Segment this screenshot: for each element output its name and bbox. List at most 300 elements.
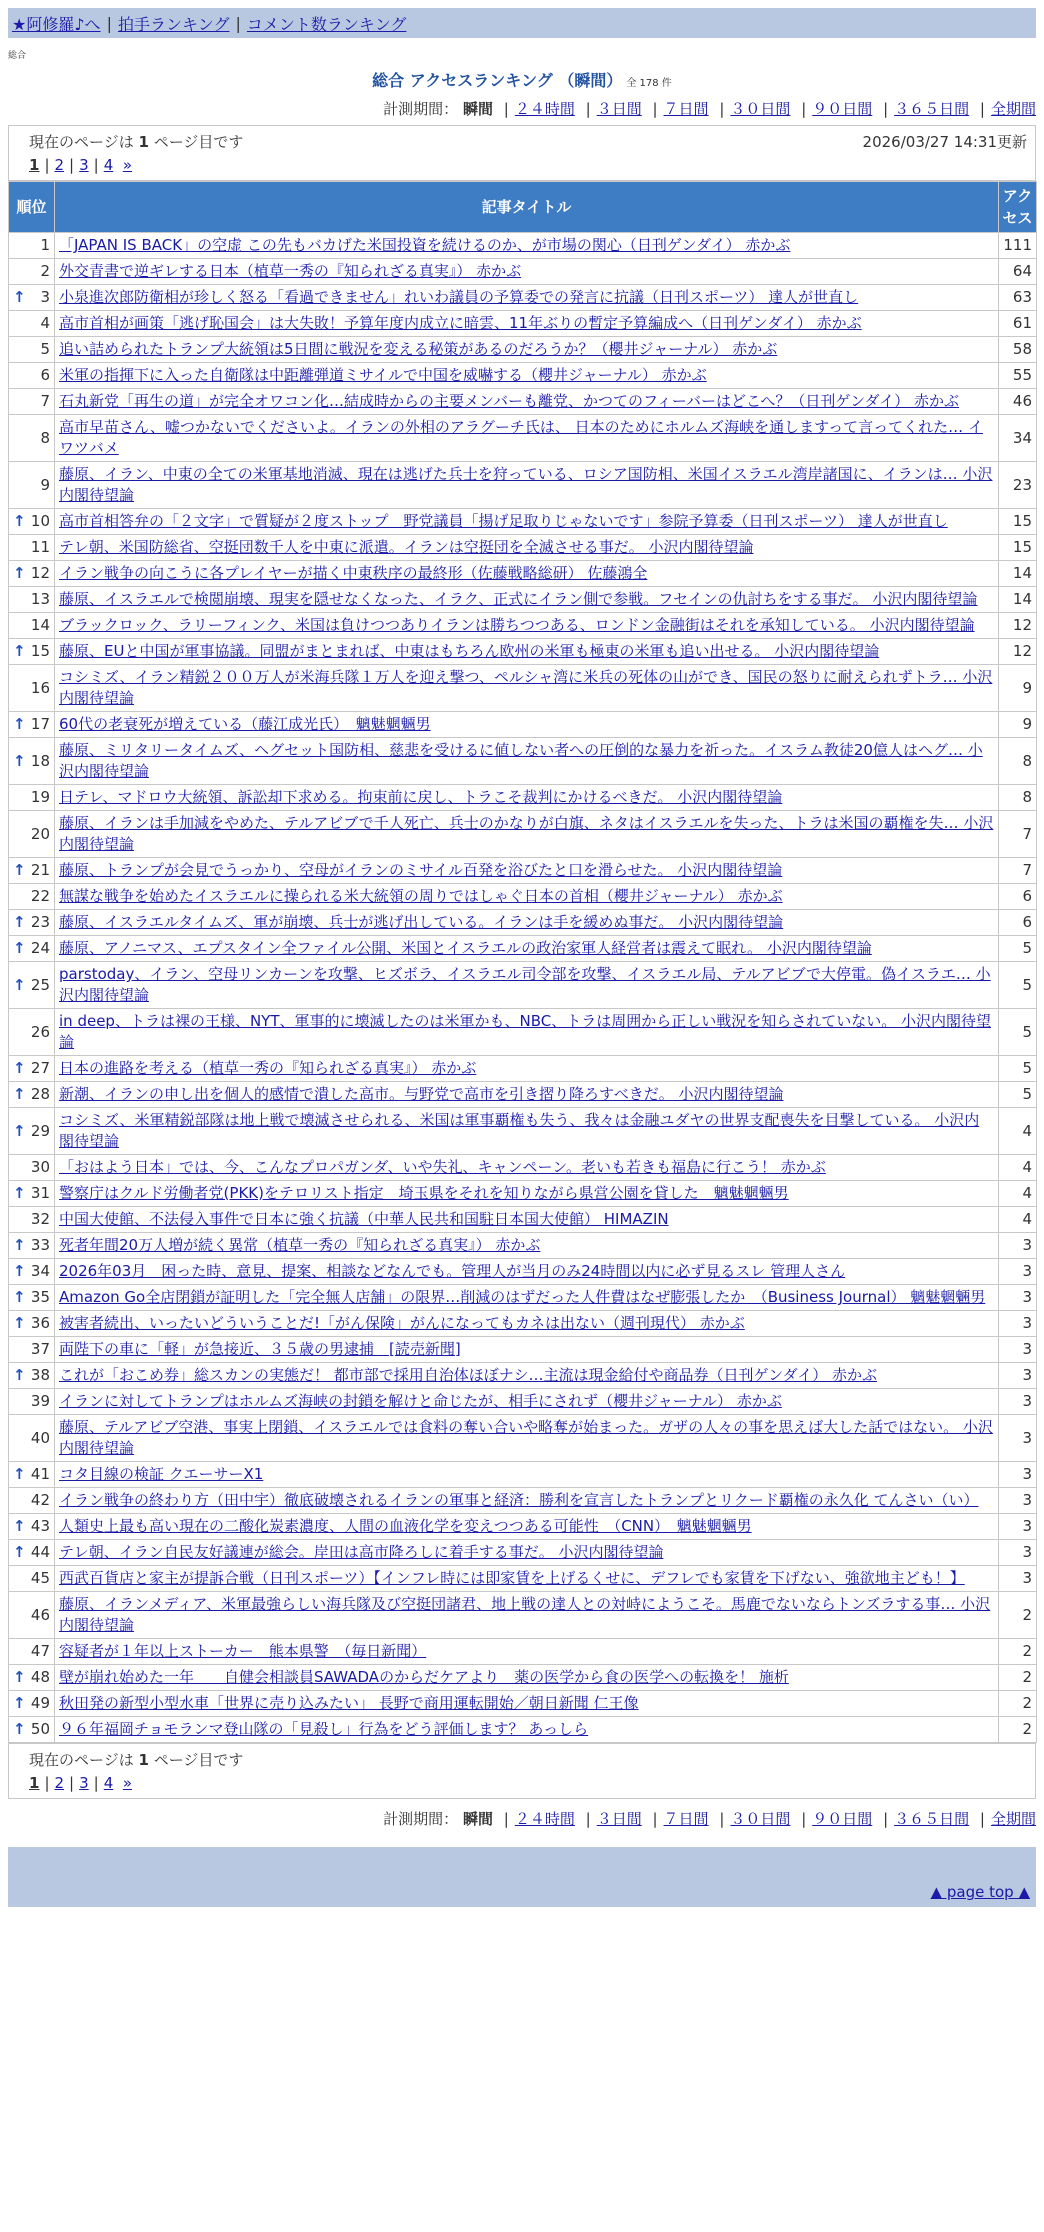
category-label: 総合 bbox=[8, 51, 27, 61]
rank-cell bbox=[9, 785, 55, 811]
article-link[interactable]: 日テレ、マドロウ大統領、訴訟却下求める。拘束前に戻し、トラこそ裁判にかけるべきだ。 小沢内閣待望論 bbox=[59, 788, 783, 806]
page-title bbox=[0, 68, 1044, 91]
title-cell bbox=[55, 1691, 999, 1717]
period-365d[interactable]: ３６５日間 bbox=[894, 1810, 970, 1828]
rank-number: 7 bbox=[40, 392, 50, 410]
rank-up-arrow-icon: ↑ bbox=[13, 1543, 26, 1561]
table-row bbox=[9, 1363, 1037, 1389]
access-count: 3 bbox=[999, 1514, 1037, 1540]
access-count: 5 bbox=[999, 1009, 1037, 1056]
rank-cell bbox=[9, 1566, 55, 1592]
article-link[interactable]: コシミズ、イラン精鋭２００万人が米海兵隊１万人を迎え撃つ、ペルシャ湾に米兵の死体の山ができ、国民の怒りに耐えられずトラ… 小沢内閣待望論 bbox=[59, 668, 993, 707]
page-2-link[interactable]: 2 bbox=[54, 156, 65, 174]
article-link[interactable]: 警察庁はクルド労働者党(PKK)をテロリスト指定 埼玉県をそれを知りながら県営公園を貸した 魑魅魍魎男 bbox=[59, 1184, 789, 1202]
table-row bbox=[9, 1337, 1037, 1363]
table-row bbox=[9, 1155, 1037, 1181]
access-count: 46 bbox=[999, 389, 1037, 415]
title-cell bbox=[55, 1488, 999, 1514]
rank-cell bbox=[9, 936, 55, 962]
period-all[interactable]: 全期間 bbox=[990, 1810, 1036, 1828]
rank-number: 20 bbox=[30, 824, 50, 843]
table-row bbox=[9, 1691, 1037, 1717]
period-24h[interactable]: ２４時間 bbox=[514, 100, 575, 118]
table-row bbox=[9, 337, 1037, 363]
article-link[interactable]: 外交青書で逆ギレする日本（植草一秀の『知られざる真実』） 赤かぶ bbox=[59, 262, 522, 280]
article-link[interactable]: 2026年03月 困った時、意見、提案、相談などなんでも。管理人が当月のみ24時間以内に必ず見るスレ 管理人さん bbox=[59, 1262, 846, 1280]
total-count: 全 178 件 bbox=[626, 78, 672, 89]
page-1: 1 bbox=[29, 156, 40, 174]
table-row bbox=[9, 1233, 1037, 1259]
access-count: 3 bbox=[999, 1337, 1037, 1363]
title-cell bbox=[55, 1056, 999, 1082]
access-count: 3 bbox=[999, 1389, 1037, 1415]
article-link[interactable]: 高市首相答弁の「２文字」で質疑が２度ストップ 野党議員「揚げ足取りじゃないです」参院予算委（日刊スポーツ） 達人が世直し bbox=[59, 512, 948, 530]
rank-up-arrow-icon: ↑ bbox=[13, 1121, 26, 1140]
access-count: 111 bbox=[999, 233, 1037, 259]
table-row bbox=[9, 535, 1037, 561]
table-row bbox=[9, 233, 1037, 259]
article-link[interactable]: 高市早苗さん、嘘つかないでくださいよ。イランの外相のアラグーチ氏は、 日本のためにホルムズ海峡を通しますって言ってくれた… イワツバメ bbox=[59, 418, 983, 457]
article-link[interactable]: 藤原、イスラエルタイムズ、軍が崩壊、兵士が逃げ出している。イランは手を緩めぬ事だ。 小沢内閣待望論 bbox=[59, 913, 784, 931]
page-status: 現在のページは 1 ページ目です bbox=[29, 1751, 244, 1769]
rank-number: 46 bbox=[30, 1605, 50, 1624]
title-cell bbox=[55, 337, 999, 363]
access-count: 5 bbox=[999, 936, 1037, 962]
period-30d[interactable]: ３０日間 bbox=[730, 1810, 791, 1828]
article-link[interactable]: 藤原、トランプが会見でうっかり、空母がイランのミサイル百発を浴びたと口を滑らせた。 小沢内閣待望論 bbox=[59, 861, 783, 879]
article-link[interactable]: in deep、トラは裸の王様、NYT、軍事的に壊滅したのは米軍かも、NBC、トラは周囲から正しい戦況を知らされていない。 小沢内閣待望論 bbox=[59, 1012, 991, 1051]
rank-up-arrow-icon: ↑ bbox=[13, 288, 26, 306]
title-cell bbox=[55, 462, 999, 509]
article-link[interactable]: 秋田発の新型小型水車「世界に売り込みたい」 長野で商用運転開始／朝日新聞 仁王像 bbox=[59, 1694, 639, 1712]
page-2-link[interactable]: 2 bbox=[54, 1774, 65, 1792]
rank-up-arrow-icon: ↑ bbox=[13, 1262, 26, 1280]
title-cell bbox=[55, 1207, 999, 1233]
period-24h[interactable]: ２４時間 bbox=[514, 1810, 575, 1828]
rank-number: 38 bbox=[30, 1366, 50, 1384]
title-cell bbox=[55, 665, 999, 712]
access-count: 58 bbox=[999, 337, 1037, 363]
rank-cell bbox=[9, 1514, 55, 1540]
next-page-link[interactable]: » bbox=[122, 156, 132, 174]
rank-number: 49 bbox=[30, 1694, 50, 1712]
table-row bbox=[9, 1639, 1037, 1665]
title-cell bbox=[55, 1311, 999, 1337]
title-cell bbox=[55, 910, 999, 936]
col-rank-header: 順位 bbox=[9, 182, 55, 233]
rank-number: 26 bbox=[30, 1022, 50, 1041]
rank-cell bbox=[9, 712, 55, 738]
rank-up-arrow-icon: ↑ bbox=[13, 715, 26, 733]
rank-number: 13 bbox=[30, 590, 50, 608]
article-link[interactable]: 西武百貨店と家主が提訴合戦（日刊スポーツ）【インフレ時には即家賃を上げるくせに、デフレでも家賃を下げない、強欲地主ども！】 bbox=[59, 1569, 965, 1587]
home-link[interactable]: ★阿修羅♪へ bbox=[12, 14, 101, 34]
article-link[interactable]: コタ目線の検証 クエーサーX1 bbox=[59, 1465, 264, 1483]
article-link[interactable]: 中国大使館、不法侵入事件で日本に強く抗議（中華人民共和国駐日本国大使館） HIMAZIN bbox=[59, 1210, 669, 1228]
title-cell bbox=[55, 587, 999, 613]
table-row bbox=[9, 712, 1037, 738]
rank-cell bbox=[9, 259, 55, 285]
period-3d[interactable]: ３日間 bbox=[596, 100, 642, 118]
access-count: 3 bbox=[999, 1259, 1037, 1285]
rank-cell bbox=[9, 535, 55, 561]
access-count: 34 bbox=[999, 415, 1037, 462]
period-30d[interactable]: ３０日間 bbox=[730, 100, 791, 118]
title-cell bbox=[55, 535, 999, 561]
access-count: 2 bbox=[999, 1665, 1037, 1691]
article-link[interactable]: Amazon Go全店閉鎖が証明した「完全無人店舗」の限界…削減のはずだった人件費はなぜ膨張したか （Business Journal） 魑魅魍魎男 bbox=[59, 1288, 986, 1306]
period-90d[interactable]: ９０日間 bbox=[812, 100, 873, 118]
access-count: 14 bbox=[999, 561, 1037, 587]
updated-time: 2026/03/27 14:31更新 bbox=[862, 133, 1027, 151]
page-status: 現在のページは 1 ページ目です bbox=[29, 133, 244, 151]
title-cell bbox=[55, 1665, 999, 1691]
article-link[interactable]: 石丸新党「再生の道」が完全オワコン化…結成時からの主要メンバーも離党、かつてのフィーバーはどこへ？（日刊ゲンダイ） 赤かぶ bbox=[59, 392, 959, 410]
title-cell bbox=[55, 1566, 999, 1592]
article-link[interactable]: 米軍の指揮下に入った自衛隊は中距離弾道ミサイルで中国を威嚇する（櫻井ジャーナル） 赤かぶ bbox=[59, 366, 707, 384]
rank-number: 6 bbox=[40, 366, 50, 384]
article-link[interactable]: 藤原、EUと中国が軍事協議。同盟がまとまれば、中東はもちろん欧州の米軍も極東の米軍も追い出せる。 小沢内閣待望論 bbox=[59, 642, 880, 660]
table-row bbox=[9, 1009, 1037, 1056]
rank-up-arrow-icon: ↑ bbox=[13, 939, 26, 957]
next-page-link[interactable]: » bbox=[122, 1774, 132, 1792]
access-count: 6 bbox=[999, 910, 1037, 936]
article-link[interactable]: テレ朝、イラン自民友好議連が総会。岸田は高市降ろしに着手する事だ。 小沢内閣待望論 bbox=[59, 1543, 664, 1561]
title-cell bbox=[55, 858, 999, 884]
rank-number: 1 bbox=[40, 236, 50, 254]
access-count: 23 bbox=[999, 462, 1037, 509]
rank-up-arrow-icon: ↑ bbox=[13, 975, 26, 994]
period-365d[interactable]: ３６５日間 bbox=[894, 100, 970, 118]
table-row bbox=[9, 613, 1037, 639]
rank-cell bbox=[9, 1540, 55, 1566]
article-link[interactable]: ９６年福岡チョモランマ登山隊の「見殺し」行為をどう評価します？ あっしら bbox=[59, 1720, 589, 1738]
access-count: 3 bbox=[999, 1311, 1037, 1337]
title-cell bbox=[55, 1415, 999, 1462]
title-cell bbox=[55, 1514, 999, 1540]
rank-number: 12 bbox=[30, 564, 50, 582]
access-count: 4 bbox=[999, 1155, 1037, 1181]
period-current: 瞬間 bbox=[462, 1810, 493, 1828]
access-count: 12 bbox=[999, 613, 1037, 639]
rank-cell bbox=[9, 1389, 55, 1415]
table-row bbox=[9, 1566, 1037, 1592]
rank-up-arrow-icon: ↑ bbox=[13, 861, 26, 879]
rank-number: 39 bbox=[30, 1392, 50, 1410]
table-row bbox=[9, 1592, 1037, 1639]
rank-number: 18 bbox=[30, 751, 50, 770]
access-count: 5 bbox=[999, 1082, 1037, 1108]
access-count: 2 bbox=[999, 1592, 1037, 1639]
rank-cell bbox=[9, 1639, 55, 1665]
col-title-header: 記事タイトル bbox=[55, 182, 999, 233]
rank-number: 32 bbox=[30, 1210, 50, 1228]
rank-up-arrow-icon: ↑ bbox=[13, 1465, 26, 1483]
rank-cell bbox=[9, 1337, 55, 1363]
rank-number: 23 bbox=[30, 913, 50, 931]
title-cell bbox=[55, 1717, 999, 1743]
access-count: 3 bbox=[999, 1462, 1037, 1488]
rank-cell bbox=[9, 233, 55, 259]
table-row bbox=[9, 1717, 1037, 1743]
bottom-bar bbox=[8, 1847, 1036, 1877]
page-4-link[interactable]: 4 bbox=[103, 1774, 114, 1792]
rank-cell bbox=[9, 337, 55, 363]
rank-number: 45 bbox=[30, 1569, 50, 1587]
rank-number: 33 bbox=[30, 1236, 50, 1254]
title-cell bbox=[55, 1363, 999, 1389]
access-count: 61 bbox=[999, 311, 1037, 337]
access-count: 3 bbox=[999, 1285, 1037, 1311]
article-link[interactable]: 容疑者が１年以上ストーカー 熊本県警 （毎日新聞） bbox=[59, 1642, 427, 1660]
access-count: 7 bbox=[999, 811, 1037, 858]
access-count: 4 bbox=[999, 1108, 1037, 1155]
rank-cell bbox=[9, 613, 55, 639]
rank-number: 35 bbox=[30, 1288, 50, 1306]
rank-cell bbox=[9, 1207, 55, 1233]
rank-cell bbox=[9, 1592, 55, 1639]
access-count: 4 bbox=[999, 1181, 1037, 1207]
access-count: 3 bbox=[999, 1363, 1037, 1389]
article-link[interactable]: 死者年間20万人増が続く異常（植草一秀の『知られざる真実』） 赤かぶ bbox=[59, 1236, 541, 1254]
col-access-header: アクセス bbox=[999, 182, 1037, 233]
article-link[interactable]: 藤原、テルアビブ空港、事実上閉鎖、イスラエルでは食料の奪い合いや略奪が始まった。ガザの人々の事を思えば大した話ではない。 小沢内閣待望論 bbox=[59, 1418, 993, 1457]
title-cell bbox=[55, 712, 999, 738]
article-link[interactable]: 壁が崩れ始めた一年 自健会相談員SAWADAのからだケアより 薬の医学から食の医学への転換を！ 施析 bbox=[59, 1668, 789, 1686]
nav-separator: | bbox=[106, 13, 112, 33]
access-count: 9 bbox=[999, 665, 1037, 712]
page-3-link[interactable]: 3 bbox=[79, 156, 89, 174]
page-3-link[interactable]: 3 bbox=[79, 1774, 89, 1792]
rank-cell bbox=[9, 884, 55, 910]
rank-number: 42 bbox=[30, 1491, 50, 1509]
rank-cell bbox=[9, 1717, 55, 1743]
rank-up-arrow-icon: ↑ bbox=[13, 1184, 26, 1202]
rank-up-arrow-icon: ↑ bbox=[13, 1314, 26, 1332]
rank-number: 11 bbox=[30, 538, 50, 556]
article-link[interactable]: 高市首相が画策「逃げ恥国会」は大失敗！予算年度内成立に暗雲、11年ぶりの暫定予算編成へ（日刊ゲンダイ） 赤かぶ bbox=[59, 314, 862, 332]
table-row bbox=[9, 1488, 1037, 1514]
title-cell bbox=[55, 233, 999, 259]
ranking-rows bbox=[9, 233, 1037, 1743]
period-label: 計測期間： bbox=[383, 1810, 459, 1828]
rank-number: 43 bbox=[30, 1517, 50, 1535]
article-link[interactable]: 人類史上最も高い現在の二酸化炭素濃度、人間の血液化学を変えつつある可能性 （CNN） 魑魅魍魎男 bbox=[59, 1517, 752, 1535]
period-label: 計測期間： bbox=[383, 100, 459, 118]
rank-cell bbox=[9, 587, 55, 613]
rank-number: 2 bbox=[40, 262, 50, 280]
title-cell bbox=[55, 1155, 999, 1181]
title-cell bbox=[55, 1337, 999, 1363]
comment-ranking-link[interactable]: コメント数ランキング bbox=[246, 14, 407, 34]
rank-number: 4 bbox=[40, 314, 50, 332]
rank-cell bbox=[9, 858, 55, 884]
article-link[interactable]: parstoday、イラン、空母リンカーンを攻撃、ヒズボラ、イスラエル司令部を攻撃、イスラエル局、テルアビブで大停電。偽イスラエ… 小沢内閣待望論 bbox=[59, 965, 991, 1004]
access-count: 6 bbox=[999, 884, 1037, 910]
access-count: 55 bbox=[999, 363, 1037, 389]
title-cell bbox=[55, 1285, 999, 1311]
rank-number: 8 bbox=[40, 428, 50, 447]
title-cell bbox=[55, 962, 999, 1009]
rank-up-arrow-icon: ↑ bbox=[13, 1668, 26, 1686]
title-cell bbox=[55, 1181, 999, 1207]
rank-cell bbox=[9, 811, 55, 858]
rank-up-arrow-icon: ↑ bbox=[13, 642, 26, 660]
rank-cell bbox=[9, 389, 55, 415]
rank-cell bbox=[9, 1363, 55, 1389]
rank-number: 34 bbox=[30, 1262, 50, 1280]
rank-up-arrow-icon: ↑ bbox=[13, 751, 26, 770]
article-link[interactable]: コシミズ、米軍精鋭部隊は地上戦で壊滅させられる、米国は軍事覇権も失う、我々は金融ユダヤの世界支配喪失を目撃している。 小沢内閣待望論 bbox=[59, 1111, 980, 1150]
rank-number: 31 bbox=[30, 1184, 50, 1202]
article-link[interactable]: 「JAPAN IS BACK」の空虚 この先もバカげた米国投資を続けるのか、が市場の関心（日刊ゲンダイ） 赤かぶ bbox=[59, 236, 791, 254]
table-row bbox=[9, 462, 1037, 509]
rank-cell bbox=[9, 1488, 55, 1514]
rank-cell bbox=[9, 1181, 55, 1207]
article-link[interactable]: ブラックロック、ラリーフィンク、米国は負けつつありイランは勝ちつつある、ロンドン金融街はそれを承知している。 小沢内閣待望論 bbox=[59, 616, 975, 634]
table-row bbox=[9, 285, 1037, 311]
rank-up-arrow-icon: ↑ bbox=[13, 1236, 26, 1254]
title-cell bbox=[55, 785, 999, 811]
clap-ranking-link[interactable]: 拍手ランキング bbox=[117, 14, 230, 34]
article-link[interactable]: イラン戦争の向こうに各プレイヤーが描く中東秩序の最終形（佐藤戦略総研） 佐藤鴻全 bbox=[59, 564, 648, 582]
table-row bbox=[9, 1514, 1037, 1540]
rank-up-arrow-icon: ↑ bbox=[13, 1366, 26, 1384]
access-count: 63 bbox=[999, 285, 1037, 311]
page-top-link[interactable]: ▲ page top ▲ bbox=[930, 1883, 1030, 1901]
access-count: 15 bbox=[999, 509, 1037, 535]
access-count: 64 bbox=[999, 259, 1037, 285]
title-cell bbox=[55, 1389, 999, 1415]
access-count: 14 bbox=[999, 587, 1037, 613]
table-row bbox=[9, 509, 1037, 535]
article-link[interactable]: イランに対してトランプはホルムズ海峡の封鎖を解けと命じたが、相手にされず（櫻井ジャーナル） 赤かぶ bbox=[59, 1392, 782, 1410]
rank-number: 37 bbox=[30, 1340, 50, 1358]
rank-number: 5 bbox=[40, 340, 50, 358]
access-count: 15 bbox=[999, 535, 1037, 561]
article-link[interactable]: これが「おこめ券」総スカンの実態だ！ 都市部で採用自治体ほぼナシ…主流は現金給付や商品券（日刊ゲンダイ） 赤かぶ bbox=[59, 1366, 878, 1384]
article-link[interactable]: 藤原、イスラエルで検閲崩壊、現実を隠せなくなった、イラク、正式にイラン側で参戦。フセインの仇討ちをする事だ。 小沢内閣待望論 bbox=[59, 590, 978, 608]
rank-cell bbox=[9, 1311, 55, 1337]
table-row bbox=[9, 910, 1037, 936]
rank-cell bbox=[9, 1009, 55, 1056]
title-cell bbox=[55, 884, 999, 910]
rank-up-arrow-icon: ↑ bbox=[13, 1085, 26, 1103]
rank-number: 19 bbox=[30, 788, 50, 806]
access-count: 5 bbox=[999, 962, 1037, 1009]
table-row bbox=[9, 1108, 1037, 1155]
access-count: 4 bbox=[999, 1207, 1037, 1233]
access-count: 3 bbox=[999, 1233, 1037, 1259]
access-count: 3 bbox=[999, 1488, 1037, 1514]
article-link[interactable]: 日本の進路を考える（植草一秀の『知られざる真実』） 赤かぶ bbox=[59, 1059, 477, 1077]
title-cell bbox=[55, 285, 999, 311]
title-cell bbox=[55, 561, 999, 587]
rank-cell bbox=[9, 1056, 55, 1082]
article-link[interactable]: 無謀な戦争を始めたイスラエルに操られる米大統領の周りではしゃぐ日本の首相（櫻井ジャーナル） 赤かぶ bbox=[59, 887, 783, 905]
title-cell bbox=[55, 389, 999, 415]
table-row bbox=[9, 363, 1037, 389]
rank-cell bbox=[9, 462, 55, 509]
period-7d[interactable]: ７日間 bbox=[663, 1810, 709, 1828]
article-link[interactable]: 両陛下の車に「軽」が急接近、３５歳の男逮捕 [読売新聞] bbox=[59, 1340, 461, 1358]
access-count: 2 bbox=[999, 1639, 1037, 1665]
article-link[interactable]: 藤原、イランメディア、米軍最強らしい海兵隊及び空挺団諸君、地上戦の達人との対峙にようこそ。馬鹿でないならトンズラする事… 小沢内閣待望論 bbox=[59, 1595, 991, 1634]
rank-number: 47 bbox=[30, 1642, 50, 1660]
table-row bbox=[9, 665, 1037, 712]
rank-number: 44 bbox=[30, 1543, 50, 1561]
table-row bbox=[9, 259, 1037, 285]
rank-cell bbox=[9, 1285, 55, 1311]
article-link[interactable]: 小泉進次郎防衛相が珍しく怒る「看過できません」れいわ議員の予算委での発言に抗議（日刊スポーツ） 達人が世直し bbox=[59, 288, 859, 306]
title-cell bbox=[55, 613, 999, 639]
rank-cell bbox=[9, 1233, 55, 1259]
access-count: 7 bbox=[999, 858, 1037, 884]
table-row bbox=[9, 639, 1037, 665]
table-row bbox=[9, 962, 1037, 1009]
page-4-link[interactable]: 4 bbox=[103, 156, 114, 174]
rank-up-arrow-icon: ↑ bbox=[13, 1517, 26, 1535]
rank-cell bbox=[9, 738, 55, 785]
title-cell bbox=[55, 811, 999, 858]
title-cell bbox=[55, 738, 999, 785]
table-row bbox=[9, 738, 1037, 785]
pager-bottom: 現在のページは 1 ページ目です 1 | 2 | 3 | 4 » bbox=[8, 1743, 1036, 1799]
access-count: 8 bbox=[999, 738, 1037, 785]
rank-cell bbox=[9, 1691, 55, 1717]
article-link[interactable]: 被害者続出、いったいどういうことだ!「がん保険」がんになってもカネは出ない（週刊現代） 赤かぶ bbox=[59, 1314, 745, 1332]
article-link[interactable]: 藤原、イランは手加減をやめた、テルアビブで千人死亡、兵士のかなりが白旗、ネタはイスラエルを失った、トラは米国の覇権を失… 小沢内閣待望論 bbox=[59, 814, 994, 853]
rank-number: 17 bbox=[30, 715, 50, 733]
article-link[interactable]: 追い詰められたトランプ大統領は5日間に戦況を変える秘策があるのだろうか？（櫻井ジャーナル） 赤かぶ bbox=[59, 340, 778, 358]
period-all[interactable]: 全期間 bbox=[990, 100, 1036, 118]
access-count: 8 bbox=[999, 785, 1037, 811]
article-link[interactable]: テレ朝、米国防総省、空挺団数千人を中東に派遣。イランは空挺団を全滅させる事だ。 小沢内閣待望論 bbox=[59, 538, 754, 556]
rank-number: 30 bbox=[30, 1158, 50, 1176]
article-link[interactable]: 藤原、ミリタリータイムズ、ヘグセット国防相、慈悲を受けるに値しない者への圧倒的な暴力を祈った。イスラム教徒20億人はヘグ… 小沢内閣待望論 bbox=[59, 741, 983, 780]
access-count: 2 bbox=[999, 1717, 1037, 1743]
article-link[interactable]: 藤原、アノニマス、エプスタイン全ファイル公開、米国とイスラエルの政治家軍人経営者は震えて眠れ。 小沢内閣待望論 bbox=[59, 939, 872, 957]
rank-up-arrow-icon: ↑ bbox=[13, 1720, 26, 1738]
table-row bbox=[9, 1540, 1037, 1566]
table-row bbox=[9, 884, 1037, 910]
rank-cell bbox=[9, 639, 55, 665]
period-7d[interactable]: ７日間 bbox=[663, 100, 709, 118]
period-3d[interactable]: ３日間 bbox=[596, 1810, 642, 1828]
table-row bbox=[9, 311, 1037, 337]
article-link[interactable]: イラン戦争の終わり方（田中宇）徹底破壊されるイランの軍事と経済：勝利を宣言したトランプとリクード覇権の永久化 てんさい（い） bbox=[59, 1491, 979, 1509]
title-cell bbox=[55, 1082, 999, 1108]
rank-number: 14 bbox=[30, 616, 50, 634]
rank-up-arrow-icon: ↑ bbox=[13, 1059, 26, 1077]
article-link[interactable]: 「おはよう日本」では、今、こんなプロパガンダ、いや失礼、キャンペーン。老いも若きも福島に行こう！ 赤かぶ bbox=[59, 1158, 826, 1176]
top-nav-bar bbox=[8, 8, 1036, 38]
article-link[interactable]: 60代の老衰死が増えている（藤江成光氏） 魑魅魍魎男 bbox=[59, 715, 431, 733]
title-cell bbox=[55, 936, 999, 962]
rank-cell bbox=[9, 1415, 55, 1462]
table-row bbox=[9, 1415, 1037, 1462]
article-link[interactable]: 新潮、イランの申し出を個人的感情で潰した高市。与野党で高市を引き摺り降ろすべきだ。 小沢内閣待望論 bbox=[59, 1085, 784, 1103]
article-link[interactable]: 藤原、イラン、中東の全ての米軍基地消滅、現在は逃げた兵士を狩っている、ロシア国防相、米国イスラエル湾岸諸国に、イランは… 小沢内閣待望論 bbox=[59, 465, 993, 504]
period-current: 瞬間 bbox=[462, 100, 493, 118]
rank-number: 36 bbox=[30, 1314, 50, 1332]
access-count: 9 bbox=[999, 712, 1037, 738]
rank-number: 41 bbox=[30, 1465, 50, 1483]
title-cell bbox=[55, 415, 999, 462]
pager-top: 現在のページは 1 ページ目です 2026/03/27 14:31更新 1 | 2 | 3 | 4 » bbox=[8, 125, 1036, 181]
period-90d[interactable]: ９０日間 bbox=[812, 1810, 873, 1828]
table-row bbox=[9, 1207, 1037, 1233]
